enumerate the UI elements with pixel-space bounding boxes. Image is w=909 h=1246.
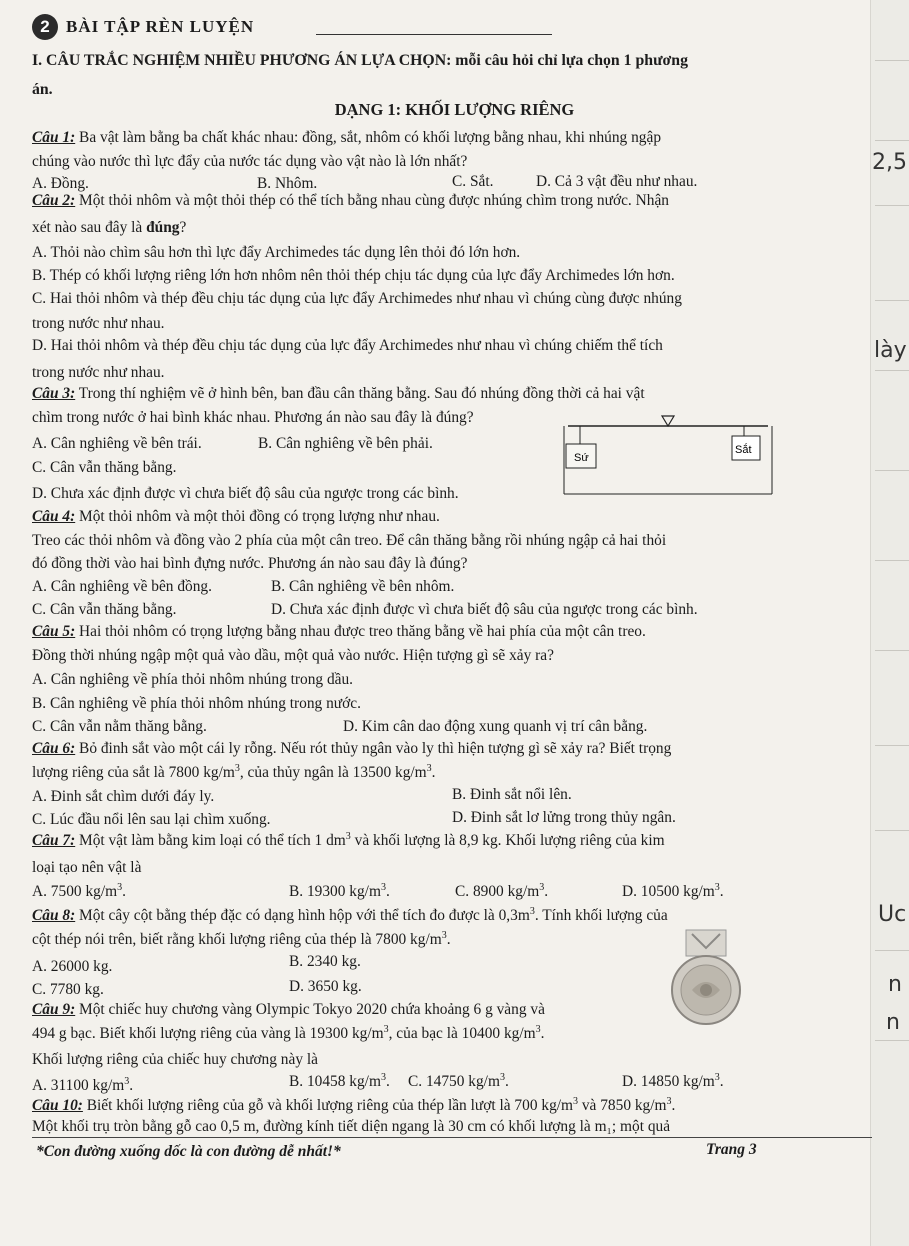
question-1-cont: chúng vào nước thì lực đẩy của nước tác dụng vào vật nào là lớn nhất? [32, 153, 468, 170]
q8-option-c[interactable]: C. 7780 kg. [32, 981, 104, 998]
margin-rule [875, 60, 909, 61]
margin-note: lày [874, 338, 907, 363]
medal-icon [662, 928, 750, 1026]
part-title: I. CÂU TRẮC NGHIỆM NHIỀU PHƯƠNG ÁN LỰA CHỌN: mỗi câu hỏi chỉ lựa chọn 1 phương [32, 52, 688, 69]
q5-option-c[interactable]: C. Cân vẫn nằm thăng bằng. [32, 718, 207, 735]
olympic-medal-image [662, 928, 750, 1026]
question-9-cont2: Khối lượng riêng của chiếc huy chương này là [32, 1051, 318, 1068]
q3-option-a[interactable]: A. Cân nghiêng về bên trái. [32, 435, 202, 452]
q7-option-d[interactable]: D. 10500 $kg/m^3$. [622, 881, 724, 900]
question-1: Câu 1: Ba vật làm bằng ba chất khác nhau: đồng, sắt, nhôm có khối lượng bằng nhau, khi nhúng ngập [32, 129, 662, 146]
question-2-cont: xét nào sau đây là đúng? [32, 219, 187, 236]
margin-rule [875, 1040, 909, 1041]
question-10-cont: Một khối trụ tròn bằng gỗ cao 0,5 m, đường kính tiết diện ngang là 30 cm có khối lượng là m₁; một quả [32, 1118, 671, 1135]
question-3-cont: chìm trong nước ở hai bình khác nhau. Phương án nào sau đây là đúng? [32, 409, 474, 426]
q3-option-d[interactable]: D. Chưa xác định được vì chưa biết độ sâu của ngược trong các bình. [32, 485, 459, 502]
margin-rule [875, 650, 909, 651]
q1-option-a[interactable]: A. Đồng. [32, 175, 89, 192]
question-6: Câu 6: Bỏ đinh sắt vào một cái ly rỗng. Nếu rót thủy ngân vào ly thì hiện tượng gì sẽ xảy ra? Biết trọng [32, 740, 672, 757]
question-3: Câu 3: Trong thí nghiệm vẽ ở hình bên, ban đầu cân thăng bằng. Sau đó nhúng đồng thời cả hai vật [32, 385, 645, 402]
page-number: Trang 3 [706, 1141, 757, 1158]
part-title-cont: án. [32, 81, 53, 98]
margin-rule [875, 370, 909, 371]
question-6-cont: lượng riêng của sắt là 7800 $kg/m^3$, của thủy ngân là 13500 $kg/m^3$. [32, 762, 436, 781]
margin-rule [875, 140, 909, 141]
q6-option-b[interactable]: B. Đinh sắt nổi lên. [452, 786, 572, 803]
question-8-cont: cột thép nói trên, biết rằng khối lượng riêng của thép là 7800 $kg/m^3$. [32, 929, 451, 948]
topic-title: DẠNG 1: KHỐI LƯỢNG RIÊNG [334, 100, 575, 119]
q4-option-c[interactable]: C. Cân vẫn thăng bằng. [32, 601, 177, 618]
q3-option-c[interactable]: C. Cân vẫn thăng bằng. [32, 459, 177, 476]
margin-rule [875, 560, 909, 561]
question-5-cont: Đồng thời nhúng ngập một quả vào dầu, một quả vào nước. Hiện tượng gì sẽ xảy ra? [32, 647, 554, 664]
margin-note: 2,5 [872, 150, 907, 175]
q7-option-b[interactable]: B. 19300 $kg/m^3$. [289, 881, 390, 900]
q9-option-d[interactable]: D. 14850 $kg/m^3$. [622, 1071, 724, 1090]
q6-option-c[interactable]: C. Lúc đầu nổi lên sau lại chìm xuống. [32, 811, 271, 828]
q9-option-a[interactable]: A. 31100 $kg/m^3$. [32, 1075, 134, 1094]
margin-note: n [886, 1010, 900, 1035]
balance-svg [562, 398, 774, 498]
q7-option-a[interactable]: A. 7500 $kg/m^3$. [32, 881, 126, 900]
q2-option-b[interactable]: B. Thép có khối lượng riêng lớn hơn nhôm nên thỏi thép chịu tác dụng của lực đẩy Archimedes lớn hơn. [32, 267, 675, 284]
q8-option-d[interactable]: D. 3650 kg. [289, 978, 362, 995]
question-4: Câu 4: Một thỏi nhôm và một thỏi đồng có trọng lượng như nhau. [32, 508, 440, 525]
question-10: Câu 10: Biết khối lượng riêng của gỗ và khối lượng riêng của thép lần lượt là 700 $kg/m^3$ và 7850 $kg/m^3$. [32, 1095, 676, 1114]
q8-option-a[interactable]: A. 26000 kg. [32, 958, 113, 975]
margin-note: n [888, 972, 902, 997]
q9-option-c[interactable]: C. 14750 $kg/m^3$. [408, 1071, 509, 1090]
margin-rule [875, 300, 909, 301]
q5-option-d[interactable]: D. Kim cân dao động xung quanh vị trí cân bằng. [343, 718, 648, 735]
q2-option-d-cont: trong nước như nhau. [32, 364, 165, 381]
question-5: Câu 5: Hai thỏi nhôm có trọng lượng bằng nhau được treo thăng bằng về hai phía của một cân treo. [32, 623, 646, 640]
iron-label: Sắt [735, 444, 752, 456]
q4-option-a[interactable]: A. Cân nghiêng về bên đồng. [32, 578, 212, 595]
question-4-cont2: đó đồng thời vào hai bình đựng nước. Phương án nào sau đây là đúng? [32, 555, 468, 572]
margin-rule [875, 950, 909, 951]
footer-motto: *Con đường xuống dốc là con đường dễ nhất!* [36, 1143, 341, 1160]
question-4-cont: Treo các thỏi nhôm và đồng vào 2 phía của một cân treo. Để cân thăng bằng rồi nhúng ngập cả hai thỏi [32, 532, 667, 549]
q1-option-c[interactable]: C. Sắt. [452, 173, 494, 190]
question-2: Câu 2: Một thỏi nhôm và một thỏi thép có thể tích bằng nhau cùng được nhúng chìm trong nước. Nhận [32, 192, 669, 209]
q2-option-d[interactable]: D. Hai thỏi nhôm và thép đều chịu tác dụng của lực đẩy Archimedes như nhau vì chúng chiếm thể tích [32, 337, 663, 354]
q3-option-b[interactable]: B. Cân nghiêng về bên phải. [258, 435, 433, 452]
q1-option-d[interactable]: D. Cả 3 vật đều như nhau. [536, 173, 698, 190]
margin-rule [875, 470, 909, 471]
balance-diagram [562, 398, 774, 498]
margin-rule [875, 745, 909, 746]
pivot-icon [662, 416, 674, 426]
question-9-cont: 494 g bạc. Biết khối lượng riêng của vàng là 19300 $kg/m^3$, của bạc là 10400 $kg/m^3$. [32, 1023, 545, 1042]
question-9: Câu 9: Một chiếc huy chương vàng Olympic Tokyo 2020 chứa khoảng 6 g vàng và [32, 1001, 545, 1018]
q1-option-b[interactable]: B. Nhôm. [257, 175, 318, 192]
question-7: Câu 7: Một vật làm bằng kim loại có thể tích 1 $dm^3$ và khối lượng là 8,9 kg. Khối lượng riêng của kim [32, 830, 665, 849]
q7-option-c[interactable]: C. 8900 $kg/m^3$. [455, 881, 549, 900]
q2-option-c-cont: trong nước như nhau. [32, 315, 165, 332]
margin-note: Uc [878, 902, 907, 927]
q2-option-a[interactable]: A. Thỏi nào chìm sâu hơn thì lực đẩy Archimedes tác dụng lên thỏi đó lớn hơn. [32, 244, 521, 261]
question-7-cont: loại tạo nên vật là [32, 859, 142, 876]
section-header [32, 14, 552, 44]
porcelain-label: Sứ [574, 452, 589, 464]
q4-option-b[interactable]: B. Cân nghiêng về bên nhôm. [271, 578, 455, 595]
q4-option-d[interactable]: D. Chưa xác định được vì chưa biết độ sâu của ngược trong các bình. [271, 601, 698, 618]
margin-rule [875, 830, 909, 831]
q6-option-a[interactable]: A. Đinh sắt chìm dưới đáy ly. [32, 788, 215, 805]
section-heading: BÀI TẬP RÈN LUYỆN [66, 17, 255, 36]
header-rule [316, 34, 552, 35]
margin-rule [875, 205, 909, 206]
notebook-margin [870, 0, 909, 1246]
q5-option-a[interactable]: A. Cân nghiêng về phía thỏi nhôm nhúng trong dầu. [32, 671, 354, 688]
q5-option-b[interactable]: B. Cân nghiêng về phía thỏi nhôm nhúng trong nước. [32, 695, 361, 712]
q8-option-b[interactable]: B. 2340 kg. [289, 953, 361, 970]
section-number: 2 [32, 14, 58, 40]
footer-rule [32, 1137, 872, 1138]
q9-option-b[interactable]: B. 10458 $kg/m^3$. [289, 1071, 390, 1090]
q2-option-c[interactable]: C. Hai thỏi nhôm và thép đều chịu tác dụng của lực đẩy Archimedes như nhau vì chúng cùng được nhúng [32, 290, 682, 307]
question-8: Câu 8: Một cây cột bằng thép đặc có dạng hình hộp với thể tích đo được là $0,3m^3$. Tính khối lượng của [32, 905, 668, 924]
q6-option-d[interactable]: D. Đinh sắt lơ lửng trong thủy ngân. [452, 809, 676, 826]
